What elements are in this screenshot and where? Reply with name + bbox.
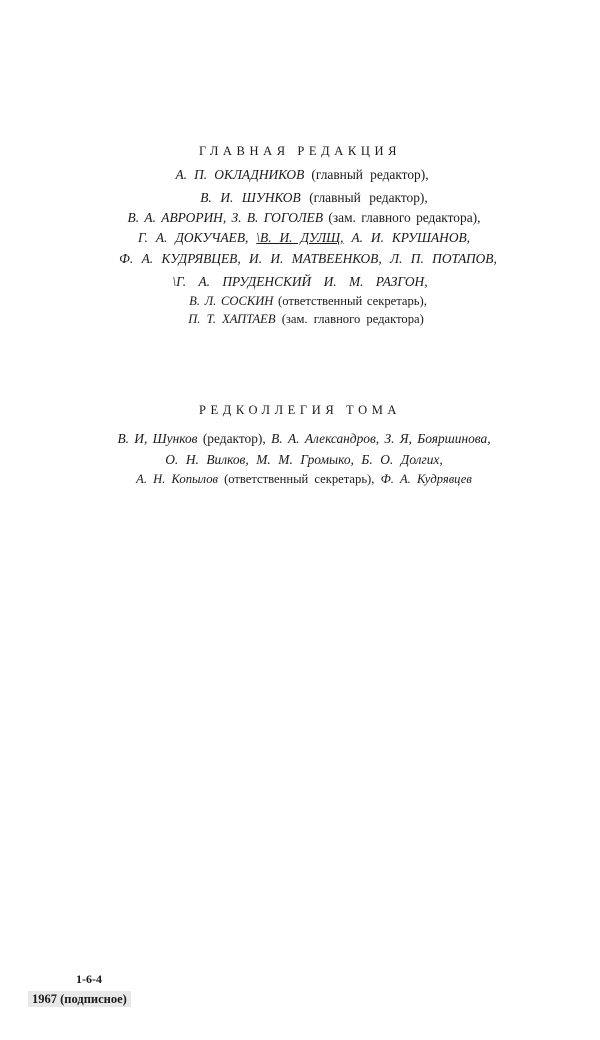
person-name: О. Н. Вилков, М. М. Громыко, Б. О. Долгих,: [165, 452, 443, 467]
person-name: \В. И. ДУЛЩ,: [256, 230, 344, 245]
person-name: В. Л. СОСКИН: [189, 294, 274, 308]
imprint-year: 1967 (подписное): [28, 991, 131, 1007]
person-name: А. П. ОКЛАДНИКОВ: [175, 167, 305, 182]
role-text: (главный редактор),: [300, 190, 428, 205]
volume-board-heading: РЕДКОЛЛЕГИЯ ТОМА: [198, 403, 402, 417]
person-name: В. И, Шунков: [117, 431, 198, 446]
main-editorial-line: [0, 166, 600, 184]
role-text: (зам. главного редактора),: [323, 210, 481, 225]
person-name: П. Т. ХАПТАЕВ: [188, 312, 276, 326]
main-editorial-line: [0, 209, 600, 227]
person-name: Ф. А. Кудрявцев: [380, 472, 472, 486]
person-name: А. И. КРУШАНОВ,: [343, 230, 471, 245]
volume-board-line: [0, 430, 600, 448]
volume-board-line: [0, 451, 600, 469]
main-editorial-line: [0, 229, 600, 247]
imprint-code: 1-6-4: [76, 972, 102, 986]
role-text: (редактор),: [197, 431, 272, 446]
person-name: \Г. А. ПРУДЕНСКИЙ И. М. РАЗГОН,: [172, 274, 428, 289]
main-editorial-line: [0, 310, 600, 328]
main-editorial-line: [0, 250, 600, 268]
main-editorial-line: [0, 273, 600, 291]
person-name: Г. А. ДОКУЧАЕВ,: [137, 230, 257, 245]
volume-board-line: [0, 470, 600, 488]
person-name: А. Н. Копылов: [136, 472, 218, 486]
person-name: В. И. ШУНКОВ: [200, 190, 301, 205]
role-text: (главный редактор),: [304, 167, 429, 182]
person-name: В. А. АВРОРИН, З. В. ГОГОЛЕВ: [127, 210, 324, 225]
role-text: (ответственный секретарь),: [217, 472, 381, 486]
main-editorial-line: [0, 292, 600, 310]
role-text: (зам. главного редактора): [275, 312, 424, 326]
main-editorial-heading: ГЛАВНАЯ РЕДАКЦИЯ: [198, 144, 402, 158]
role-text: (ответственный секретарь),: [273, 294, 427, 308]
person-name: В. А. Александров, З. Я, Бояршинова,: [271, 431, 491, 446]
person-name: Ф. А. КУДРЯВЦЕВ, И. И. МАТВЕЕНКОВ, Л. П. ПОТАПОВ,: [119, 251, 497, 266]
main-editorial-line: [0, 189, 600, 207]
